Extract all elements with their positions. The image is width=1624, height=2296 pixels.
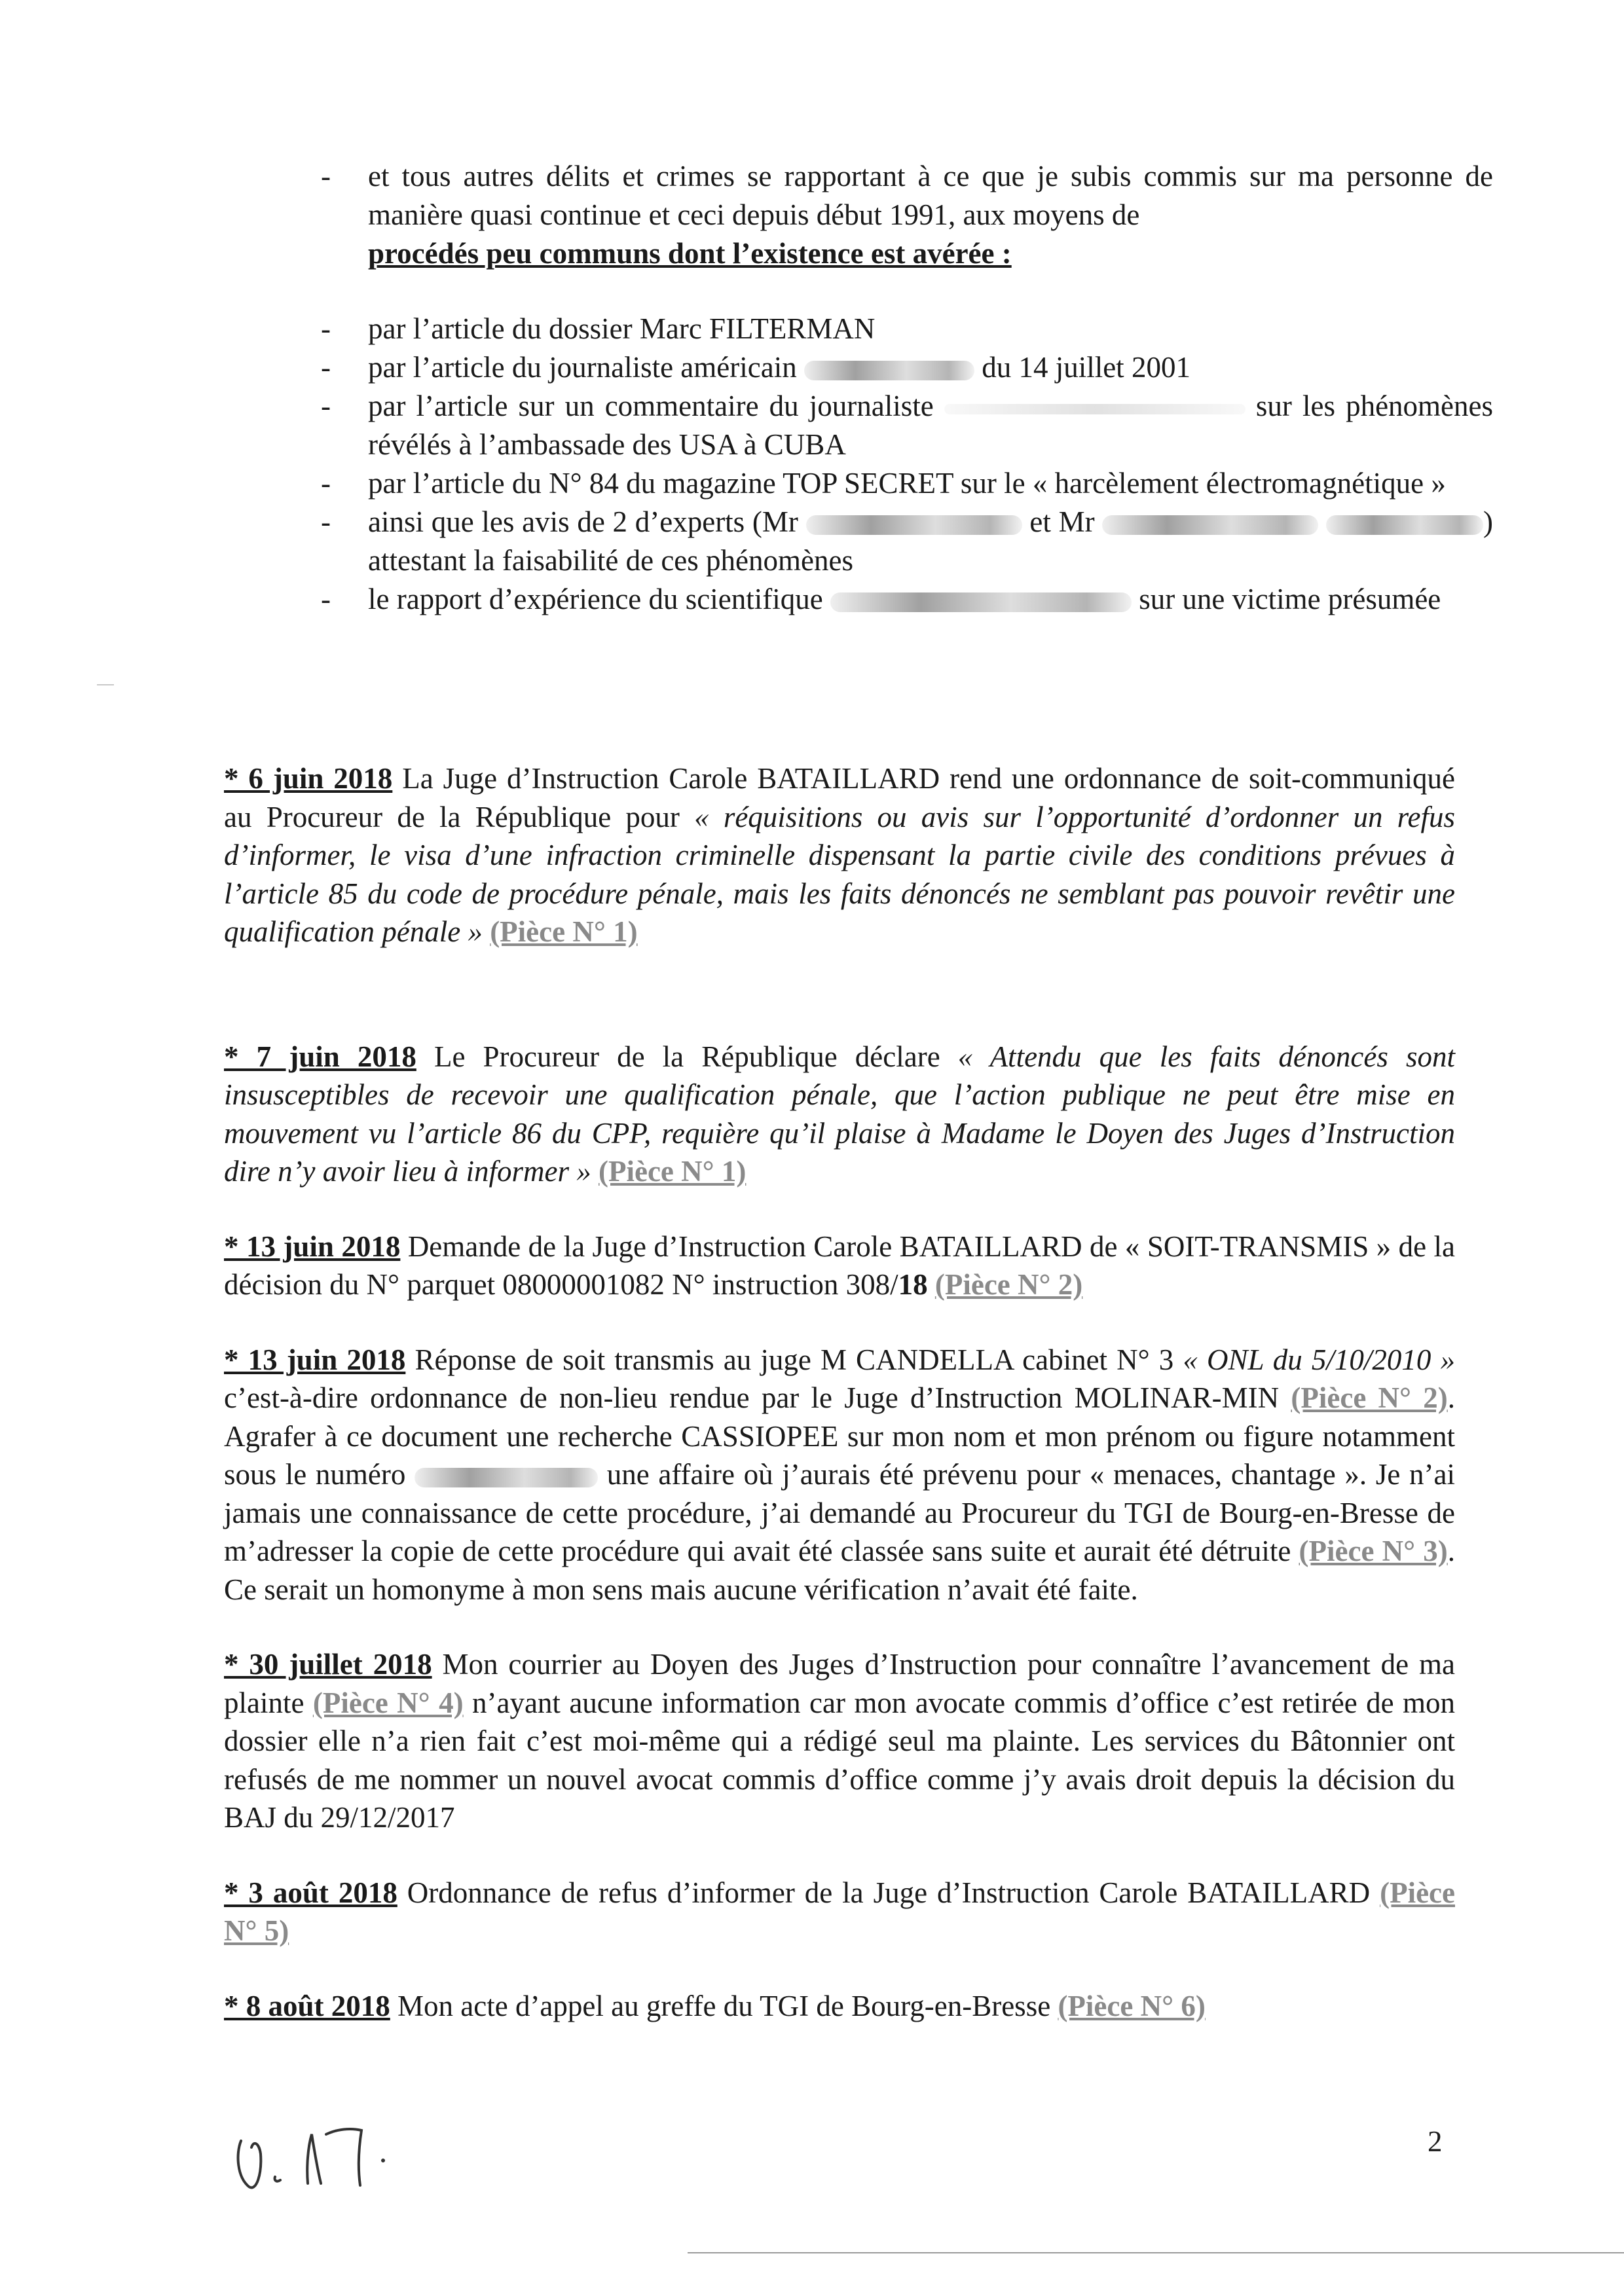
- bullet-dash: -: [321, 467, 331, 500]
- piece-reference: (Pièce N° 2): [1291, 1381, 1448, 1414]
- redaction-blur: [1102, 515, 1318, 535]
- entry-text: c’est-à-dire ordonnance de non-lieu rendue par le Juge d’Instruction MOLINAR-MIN: [224, 1381, 1291, 1414]
- margin-mark: [97, 684, 114, 685]
- bullet-text: le rapport d’expérience du scientifique: [368, 583, 823, 615]
- entry-bold-number: 18: [898, 1268, 928, 1301]
- bullet-text: ainsi que les avis de 2 d’experts (Mr: [368, 505, 798, 538]
- entry-text: Demande de la Juge d’Instruction Carole BATAILLARD de « SOIT-TRANSMIS » de la décision du N° parquet 08000001082 N° instruction 308/: [224, 1230, 1455, 1301]
- bullet-text: et tous autres délits et crimes se rapportant à ce que je subis commis sur ma personne de manière quasi continue et ceci depuis début 1991, aux moyens de: [368, 160, 1493, 231]
- chronology-entry: [224, 759, 1455, 951]
- bullet-dash: -: [321, 390, 331, 422]
- chronology-entry: [224, 1228, 1455, 1304]
- bullet-dash: -: [321, 583, 331, 615]
- chronology-entry: [224, 1645, 1455, 1837]
- bullet-item: [321, 503, 1493, 580]
- piece-reference: (Pièce N° 1): [490, 915, 638, 948]
- entry-quote: « Attendu que les faits dénoncés sont insusceptibles de recevoir une qualification pénale, que l’action publique ne peut être mise en mouvement vu l’article 86 du CPP, requière qu’il plaise à Madame le Doyen des Juges d’Instruction dire n’y avoir lieu à informer »: [224, 1040, 1455, 1188]
- bullet-text: et Mr: [1029, 505, 1095, 538]
- piece-reference: (Pièce N° 3): [1299, 1535, 1448, 1567]
- entry-date: * 3 août 2018: [224, 1876, 397, 1909]
- redaction-blur: [830, 592, 1132, 612]
- entry-text: Mon acte d’appel au greffe du TGI de Bourg-en-Bresse: [390, 1989, 1058, 2022]
- page-number: 2: [1428, 2125, 1443, 2158]
- entry-text: Le Procureur de la République déclare: [416, 1040, 958, 1073]
- bullet-item: [321, 580, 1493, 619]
- entry-text: La Juge d’Instruction Carole BATAILLARD rend une ordonnance de soit-communiqué au Procureur de la République pour: [224, 762, 1455, 833]
- bullet-text: par l’article du dossier Marc FILTERMAN: [368, 312, 876, 345]
- bullet-item: [321, 387, 1493, 464]
- piece-reference: (Pièce N° 1): [599, 1155, 747, 1188]
- bullet-text: sur une victime présumée: [1139, 583, 1441, 615]
- bullet-dash: -: [321, 312, 331, 345]
- entry-text: . Agrafer à ce document une recherche CASSIOPEE sur mon nom et mon prénom ou figure notamment sous le numéro: [224, 1381, 1455, 1491]
- entry-text: Ordonnance de refus d’informer de la Juge d’Instruction Carole BATAILLARD: [397, 1876, 1380, 1909]
- chronology-entry: [224, 1341, 1455, 1609]
- bullet-text: sur les phénomènes révélés à l’ambassade des USA à CUBA: [368, 390, 1494, 461]
- redaction-blur: [944, 404, 1246, 414]
- bullet-dash: -: [321, 505, 331, 538]
- redaction-blur: [804, 361, 974, 380]
- bullet-item: [321, 310, 1493, 348]
- redaction-blur: [415, 1468, 598, 1487]
- bullet-text: par l’article du N° 84 du magazine TOP SECRET sur le « harcèlement électromagnétique »: [368, 467, 1446, 500]
- entry-date: * 13 juin 2018: [224, 1230, 401, 1263]
- redaction-blur: [806, 515, 1022, 535]
- bullet-item: [321, 464, 1493, 503]
- bullet-dash: -: [321, 160, 331, 192]
- bullet-item: [321, 348, 1493, 387]
- scan-edge-line: [688, 2252, 1624, 2253]
- bullet-item: [321, 157, 1493, 273]
- bullet-text: par l’article du journaliste américain: [368, 351, 797, 384]
- entry-date: * 6 juin 2018: [224, 762, 393, 795]
- redaction-blur: [1326, 515, 1483, 535]
- entry-date: * 13 juin 2018: [224, 1343, 406, 1376]
- chronology-entry: [224, 1874, 1455, 1950]
- entry-text: Réponse de soit transmis au juge M CANDELLA cabinet N° 3: [405, 1343, 1183, 1376]
- chronology-entry: [224, 1987, 1455, 2026]
- chronology: [224, 759, 1455, 2025]
- bullet-text: du 14 juillet 2001: [982, 351, 1190, 384]
- bullet-bold-heading: procédés peu communs dont l’existence est avérée :: [368, 237, 1012, 270]
- entry-text: une affaire où j’aurais été prévenu pour « menaces, chantage ». Je n’ai jamais une connaissance de cette procédure, j’ai demandé au Procureur du TGI de Bourg-en-Bresse de m’adresser la copie de cette procédure qui avait été classée sans suite et aurait été détruite: [224, 1458, 1455, 1567]
- bullet-text: par l’article sur un commentaire du journaliste: [368, 390, 934, 422]
- entry-date: * 7 juin 2018: [224, 1040, 416, 1073]
- entry-text: n’ayant aucune information car mon avocate commis d’office c’est retirée de mon dossier elle n’a rien fait c’est moi-même qui a rédigé seul ma plainte. Les services du Bâtonnier ont refusés de me nommer un nouvel avocat commis d’office comme j’y avais droit depuis la décision du BAJ du 29/12/2017: [224, 1686, 1456, 1834]
- piece-reference: (Pièce N° 2): [934, 1268, 1083, 1301]
- piece-reference: (Pièce N° 5): [224, 1876, 1455, 1947]
- handwritten-initials: [223, 2115, 413, 2200]
- entry-date: * 30 juillet 2018: [224, 1648, 432, 1681]
- entry-quote: « réquisitions ou avis sur l’opportunité d’ordonner un refus d’informer, le visa d’une infraction criminelle dispensant la partie civile des conditions prévues à l’article 85 du code de procédure pénale, mais les faits dénoncés ne semblant pas pouvoir revêtir une qualification pénale »: [224, 800, 1455, 948]
- entry-quote: « ONL du 5/10/2010 »: [1183, 1343, 1455, 1376]
- bullet-dash: -: [321, 351, 331, 384]
- bullet-text: ) attestant la faisabilité de ces phénomènes: [368, 505, 1494, 577]
- chronology-entry: [224, 1038, 1455, 1191]
- piece-reference: (Pièce N° 6): [1058, 1989, 1206, 2022]
- bullet-list: [321, 157, 1493, 619]
- entry-text: . Ce serait un homonyme à mon sens mais aucune vérification n’avait été faite.: [224, 1535, 1455, 1606]
- piece-reference: (Pièce N° 4): [312, 1686, 464, 1719]
- entry-text: Mon courrier au Doyen des Juges d’Instruction pour connaître l’avancement de ma plainte: [224, 1648, 1456, 1719]
- entry-date: * 8 août 2018: [224, 1989, 390, 2022]
